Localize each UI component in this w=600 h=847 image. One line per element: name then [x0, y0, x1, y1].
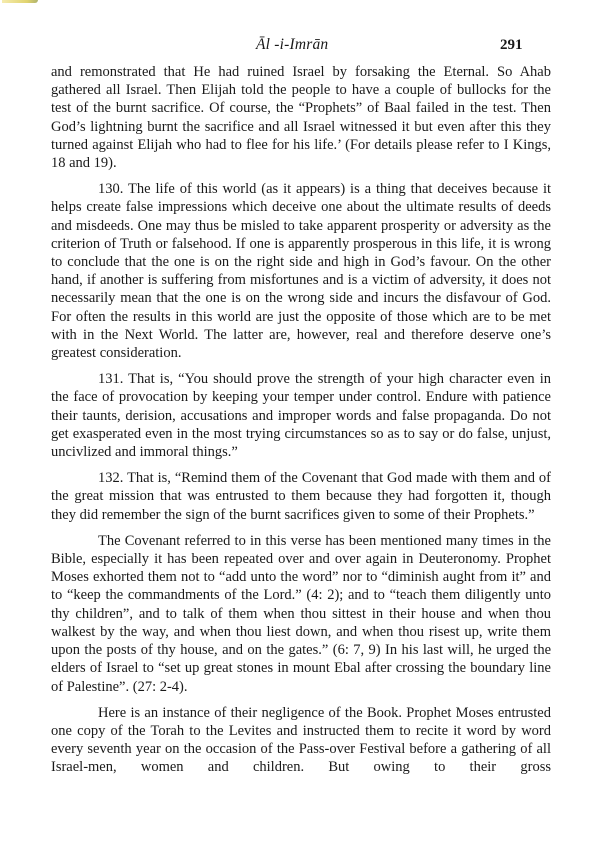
running-head	[0, 36, 600, 58]
footnote-130: 130. The life of this world (as it appears) is a thing that deceives because it helps create false impressions which deceive one about the ultimate results of deeds and misdeeds. One may thus be misled to take apparent prosperity or adversity as the criterion of Truth or falsehood. If one is apparently prosperous in this life, it is wrong to conclude that the one is on the right side and high in God’s favour. On the other hand, if another is suffering from misfortunes and is a victim of adversity, it does not necessarily mean that the one is on the wrong side and incurs the disfavour of God. For often the results in this world are just the opposite of those which are to be met with in the Next World. The latter are, however, real and therefore deserve one’s greatest consideration.	[51, 181, 551, 362]
paragraph-covenant: The Covenant referred to in this verse has been mentioned many times in the Bible, especially it has been repeated over and over again in Deuteronomy. Prophet Moses exhorted them not to “add unto the word” nor to “diminish aught from it” and to “keep the commandments of the Lord.” (4: 2); and to “teach them diligently unto thy children”, and to talk of them when thou sittest in their house and when thou walkest by the way, and when thou liest down, and when thou risest up, write them upon the posts of thy house, and on the gates.” (6: 7, 9) In his last will, he urged the elders of Israel to “set up great stones in mount Ebal after crossing the boundary line of Palestine”. (27: 2-4).	[51, 532, 551, 695]
paragraph-continuation: and remonstrated that He had ruined Israel by forsaking the Eternal. So Ahab gathered all Israel. Then Elijah told the people to have a couple of bullocks for the test of the burnt sacrifice. Of course, the “Prophets” of Baal failed in the test. Then God’s lightning burnt the sacrifice and all Israel witnessed it but even after this they turned against Elijah who had to flee for his life.’ (For details please refer to I Kings, 18 and 19).	[51, 64, 551, 172]
footnote-132: 132. That is, “Remind them of the Covenant that God made with them and of the great mission that was entrusted to them because they had forgotten it, though they did remember the sign of the burnt sacrifices given to some of their Prophets.”	[51, 470, 551, 523]
scan-corner-mark	[2, 0, 38, 3]
footnote-131: 131. That is, “You should prove the strength of your high character even in the face of provocation by keeping your temper under control. Endure with patience their taunts, derision, accusations and improper words and false propaganda. Do not get exasperated even in the most trying circumstances so as to say or do false, unjust, uncivlized and immoral things.”	[51, 371, 551, 461]
page-body	[51, 63, 551, 777]
page-number: 291	[500, 37, 523, 53]
paragraph-negligence: Here is an instance of their negligence of the Book. Prophet Moses entrusted one copy of the Torah to the Levites and instructed them to recite it word by word every seventh year on the occasion of the Pass-over Festival before a gathering of all Israel-men, women and children. But owing to their gross	[51, 704, 551, 776]
chapter-title: Āl -i-Imrān	[256, 36, 329, 53]
